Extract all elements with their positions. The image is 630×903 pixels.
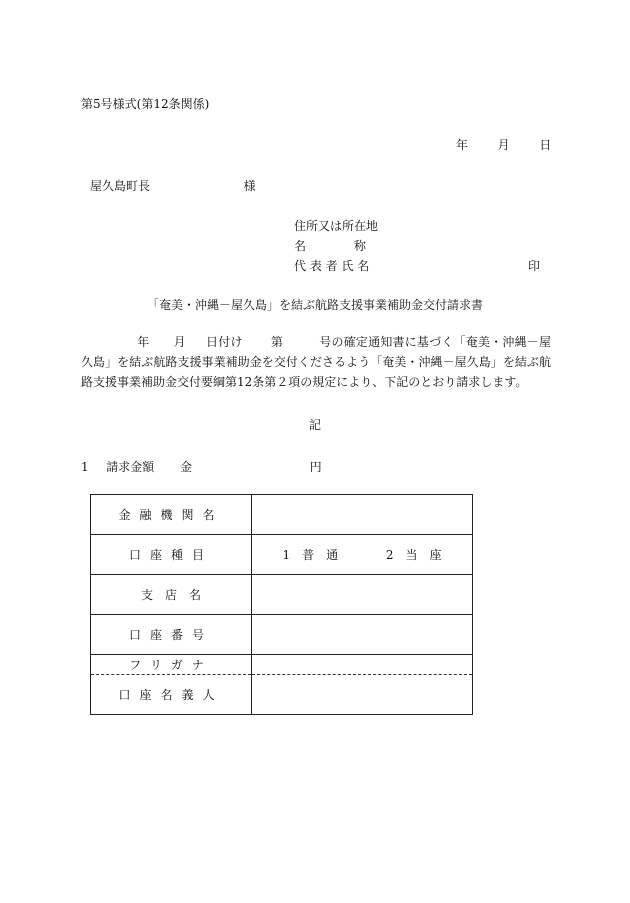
account-number-label: 口座番号 <box>91 615 252 655</box>
body-number-prefix: 第 <box>270 335 284 349</box>
ki-heading: 記 <box>308 418 321 432</box>
table-row <box>91 575 473 615</box>
furigana-label: フリガナ <box>91 655 252 675</box>
sender-address-label: 住所又は所在地 <box>294 219 379 233</box>
date-day: 日 <box>539 138 552 152</box>
seal-mark: 印 <box>527 259 540 273</box>
date-month: 月 <box>497 138 510 152</box>
body-paragraph <box>81 332 551 392</box>
table-row <box>91 495 473 535</box>
account-holder-field[interactable] <box>252 675 473 715</box>
document-title: 「奄美・沖縄－屋久島」を結ぶ航路支援事業補助金交付請求書 <box>146 298 483 312</box>
branch-name-label: 支 店 名 <box>91 575 252 615</box>
form-number: 第5号様式(第12条関係) <box>81 97 210 111</box>
body-rest: 号の確定通知書に基づく「奄美・沖縄－屋久島」を結ぶ航路支援事業補助金を交付くださるよう「奄美・沖縄－屋久島」を結ぶ航路支援事業補助金交付要綱第12条第２項の規定により、下記のとおり請求します。 <box>81 335 551 389</box>
account-number-field[interactable] <box>252 615 473 655</box>
addressee <box>90 178 256 194</box>
amount-label: 請求金額 <box>106 460 155 474</box>
body-dated: 日付け <box>205 335 243 349</box>
furigana-field[interactable] <box>252 655 473 675</box>
sender-block <box>294 218 544 278</box>
branch-name-field[interactable] <box>252 575 473 615</box>
bank-name-field[interactable] <box>252 495 473 535</box>
account-holder-label: 口座名義人 <box>91 675 252 715</box>
table-row <box>91 535 473 575</box>
date-line <box>456 137 551 153</box>
bank-account-table <box>90 494 473 715</box>
bank-name-label: 金融機関名 <box>91 495 252 535</box>
addressee-honorific: 様 <box>243 179 256 193</box>
account-type-label: 口座種目 <box>91 535 252 575</box>
date-year: 年 <box>456 138 469 152</box>
amount-index: 1 <box>81 460 89 474</box>
account-type-ordinary[interactable]: 1 普 通 <box>282 548 339 562</box>
request-amount-line <box>81 459 322 475</box>
body-year: 年 <box>137 335 150 349</box>
sender-name-label: 名 称 <box>294 239 367 253</box>
sender-representative-label: 代 表 者 氏 名 <box>294 259 370 273</box>
amount-yen: 円 <box>309 460 322 474</box>
table-row <box>91 675 473 715</box>
account-type-current[interactable]: 2 当 座 <box>385 548 442 562</box>
amount-kin: 金 <box>179 460 192 474</box>
table-row <box>91 655 473 675</box>
body-month: 月 <box>173 335 186 349</box>
account-type-field[interactable] <box>252 535 473 575</box>
addressee-name: 屋久島町長 <box>90 179 151 193</box>
table-row <box>91 615 473 655</box>
